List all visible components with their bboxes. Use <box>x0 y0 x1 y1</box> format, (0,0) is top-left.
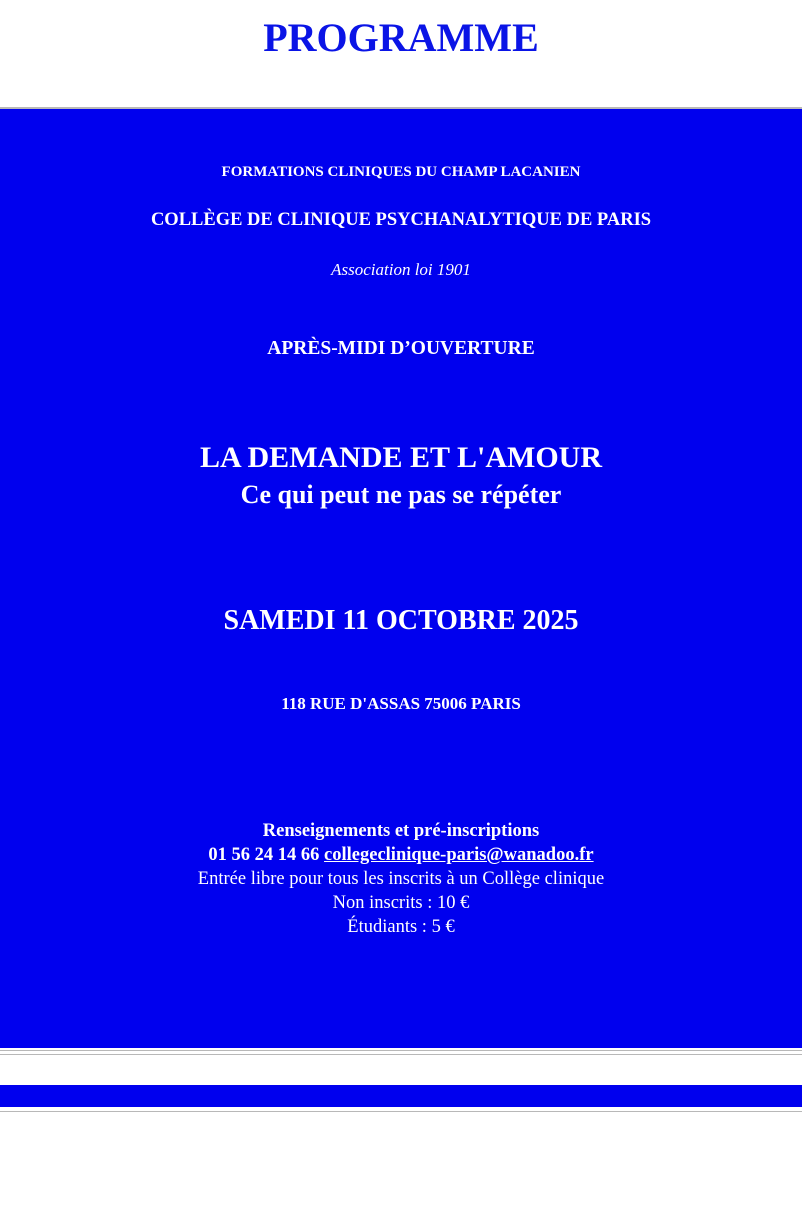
bottom-divider-1 <box>0 1050 802 1051</box>
entry-note: Entrée libre pour tous les inscrits à un Collège clinique <box>197 869 605 889</box>
event-address: 118 RUE D'ASSAS 75006 PARIS <box>281 694 521 713</box>
contact-line <box>0 845 802 866</box>
event-title: LA DEMANDE ET L'AMOUR <box>200 441 602 474</box>
bottom-divider-2 <box>0 1054 802 1055</box>
page-title: PROGRAMME <box>263 15 539 60</box>
flyer-panel <box>0 109 802 1048</box>
bottom-divider-3 <box>0 1111 802 1112</box>
info-heading: Renseignements et pré-inscriptions <box>262 821 540 841</box>
college-name: COLLÈGE DE CLINIQUE PSYCHANALYTIQUE DE PARIS <box>150 210 652 230</box>
bottom-blue-band <box>0 1085 802 1107</box>
event-subtitle: Ce qui peut ne pas se répéter <box>240 480 562 509</box>
event-type: APRÈS-MIDI D’OUVERTURE <box>267 338 535 359</box>
phone-number: 01 56 24 14 66 <box>208 845 320 865</box>
price-non-members: Non inscrits : 10 € <box>332 893 470 913</box>
organization-name: FORMATIONS CLINIQUES DU CHAMP LACANIEN <box>221 164 581 180</box>
association-status: Association loi 1901 <box>331 260 471 279</box>
event-date: SAMEDI 11 OCTOBRE 2025 <box>223 605 579 636</box>
price-students: Étudiants : 5 € <box>347 917 455 937</box>
email-link[interactable]: collegeclinique-paris@wanadoo.fr <box>324 845 594 865</box>
